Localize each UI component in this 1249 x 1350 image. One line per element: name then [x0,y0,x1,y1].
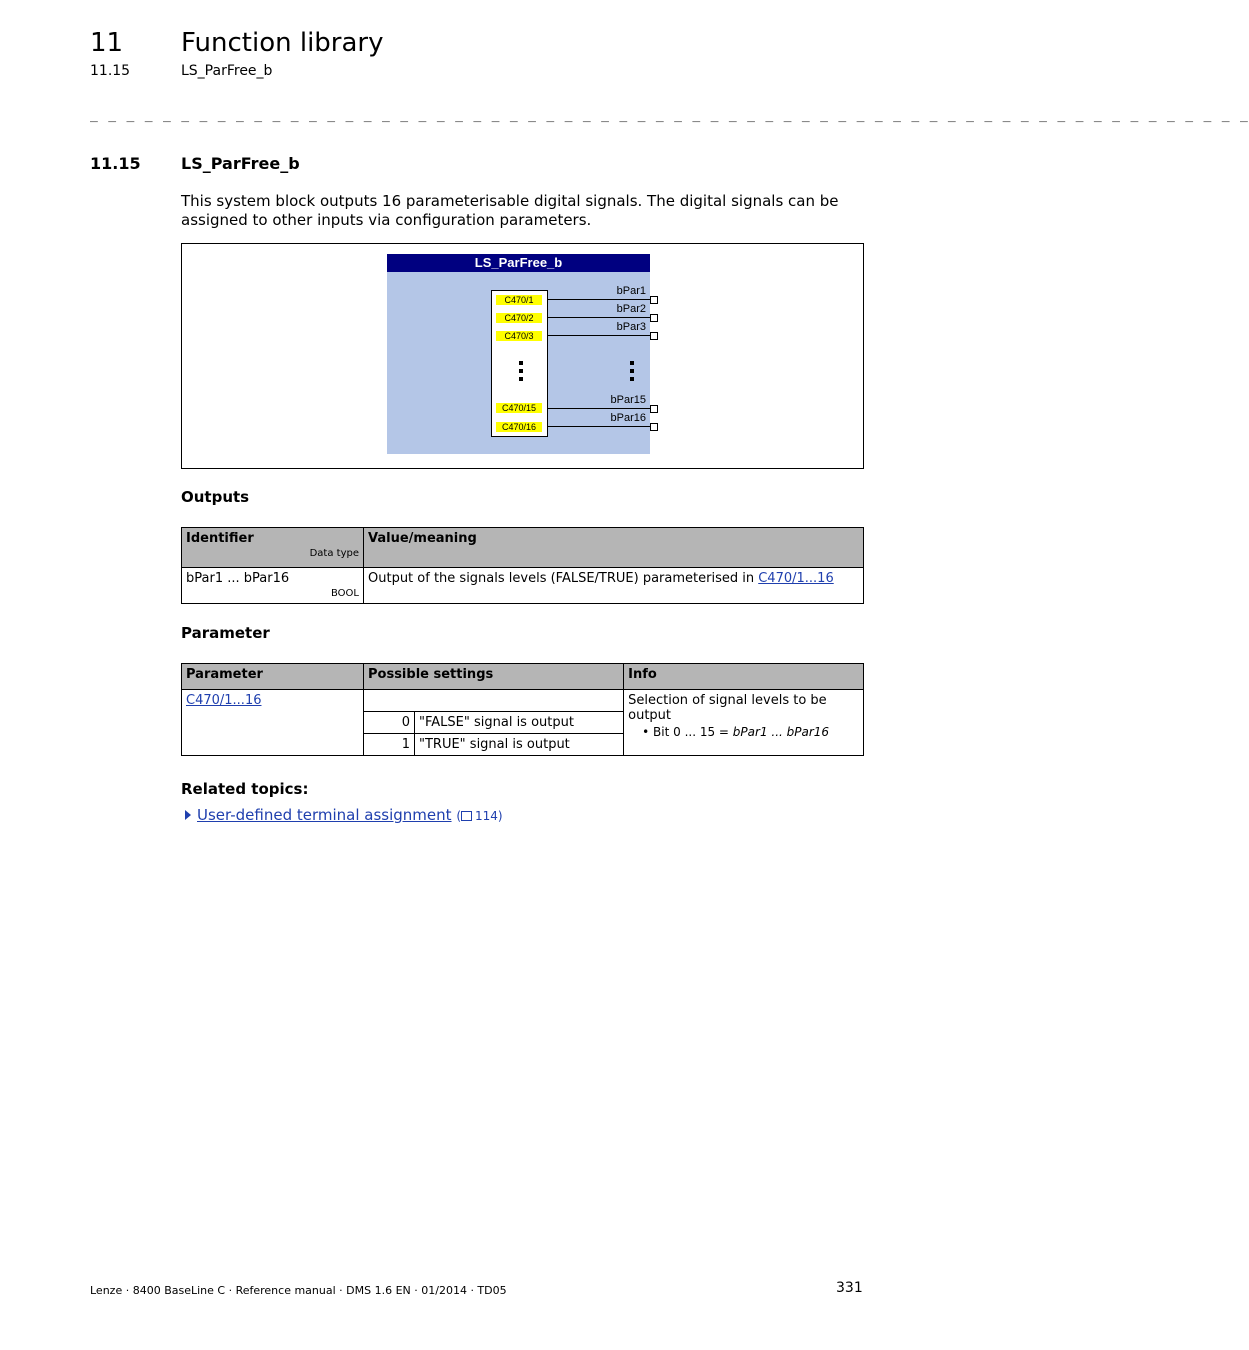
output-wire [547,408,650,409]
info-header: Info [624,664,864,690]
output-label: bPar3 [616,321,646,333]
c470-link[interactable]: C470/1...16 [758,571,834,586]
info-bullet [628,725,859,739]
output-wire [547,317,650,318]
output-pin [650,314,658,322]
setting-text: "TRUE" signal is output [415,734,624,756]
chapter-number: 11 [90,28,124,58]
meaning-cell [364,568,864,604]
page-number: 331 [836,1280,863,1296]
header-divider: _ _ _ _ _ _ _ _ _ _ _ _ _ _ _ _ _ _ _ _ _ _ _ _ _ _ _ _ _ _ _ _ _ _ _ _ _ _ _ _ _ _ _ _ _ _ _ _ _ _ _ _ _ _ _ _ _ _ _ _ _ _ _ _ [90,108,1249,123]
parameter-heading: Parameter [181,624,270,642]
book-icon [461,811,472,821]
related-heading: Related topics: [181,780,309,798]
ellipsis-dots-icon [630,361,634,381]
parameter-table [181,663,864,756]
setting-value: 1 [364,734,415,756]
c470-param-link[interactable]: C470/1...16 [186,693,262,708]
footer-text: Lenze · 8400 BaseLine C · Reference manual · DMS 1.6 EN · 01/2014 · TD05 [90,1284,507,1297]
code-label: C470/1 [496,295,542,305]
info-text: Selection of signal levels to be output [628,693,827,723]
identifier-cell [182,568,364,604]
section-title: LS_ParFree_b [181,63,273,79]
section-number: 11.15 [90,63,131,79]
settings-blank-cell [364,690,624,712]
outputs-heading: Outputs [181,488,250,506]
bullet-icon: • [642,725,654,739]
output-wire [547,426,650,427]
table-row [182,568,864,604]
output-pin [650,405,658,413]
output-pin [650,296,658,304]
table-row [182,690,864,712]
output-wire [547,299,650,300]
output-wire [547,335,650,336]
outputs-table [181,527,864,604]
output-label: bPar16 [610,412,646,424]
chapter-title: Function library [181,28,384,58]
parameter-header: Parameter [182,664,364,690]
page-ref-number: 114) [475,809,503,823]
heading-number: 11.15 [90,154,141,173]
identifier-value: bPar1 ... bPar16 [186,571,290,586]
info-bullet-text: Bit 0 ... 15 = [653,725,733,739]
code-label: C470/16 [496,422,542,432]
output-label: bPar2 [616,303,646,315]
data-type-value: BOOL [331,588,359,599]
setting-text: "FALSE" signal is output [415,712,624,734]
block-title: LS_ParFree_b [387,254,650,272]
output-pin [650,423,658,431]
output-pin [650,332,658,340]
info-bullet-italic: bPar1 ... bPar16 [732,725,830,739]
possible-settings-header: Possible settings [364,664,624,690]
data-type-header-label: Data type [309,548,359,559]
code-label: C470/2 [496,313,542,323]
value-meaning-header: Value/meaning [364,528,864,568]
output-label: bPar15 [610,394,646,406]
intro-paragraph: This system block outputs 16 parameterisable digital signals. The digital signals can be assigned to other inputs via configuration parameters. [181,192,839,229]
output-label: bPar1 [616,285,646,297]
info-cell [624,690,864,756]
identifier-header-label: Identifier [186,531,254,546]
setting-value: 0 [364,712,415,734]
page-ref[interactable]: ( 114) [456,809,503,823]
meaning-text: Output of the signals levels (FALSE/TRUE) parameterised in [368,571,755,586]
heading-title: LS_ParFree_b [181,154,300,173]
arrow-right-icon [185,810,191,820]
code-label: C470/3 [496,331,542,341]
code-label: C470/15 [496,403,542,413]
related-item[interactable] [185,806,503,824]
related-topic-link[interactable]: User-defined terminal assignment [197,806,452,824]
ellipsis-dots-icon [519,361,523,381]
identifier-header [182,528,364,568]
parameter-cell [182,690,364,756]
